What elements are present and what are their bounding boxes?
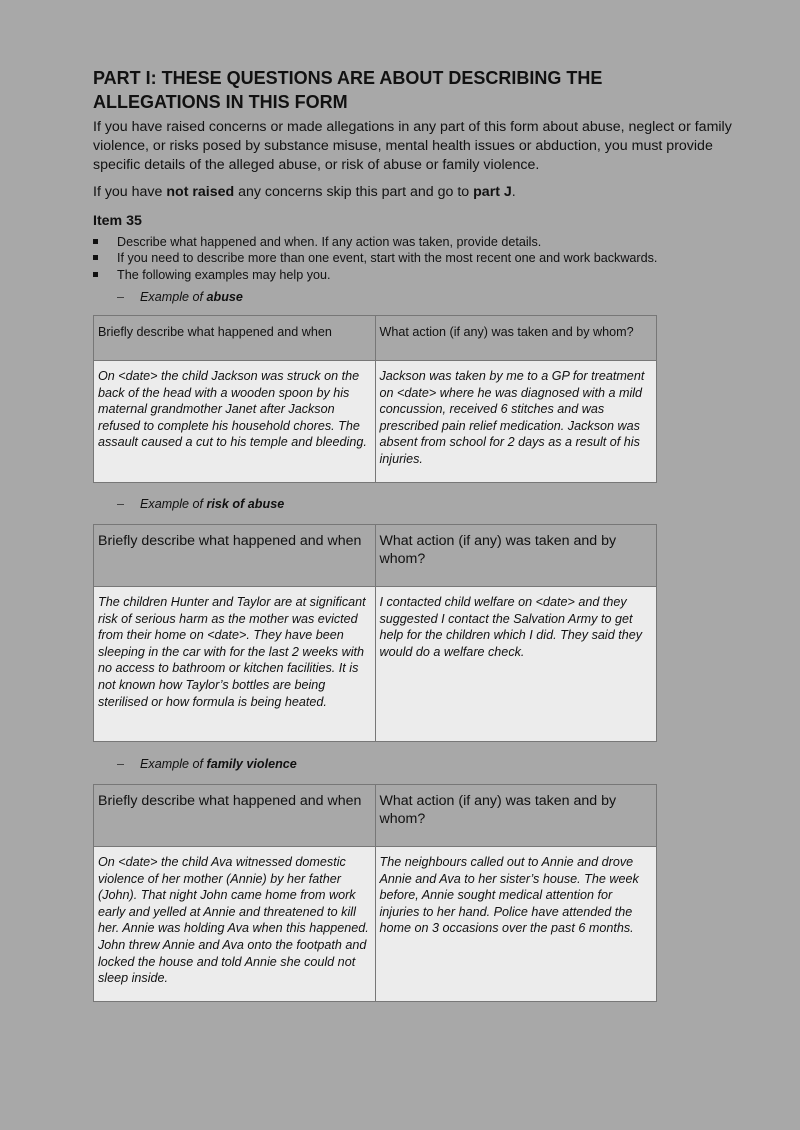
example-label-prefix: Example of — [140, 497, 207, 511]
cell-description: The children Hunter and Taylor are at significant risk of serious harm as the mother was evicted from their home on <date>. They have been sleeping in the car with for the last 2 weeks with no access to bathroom or kitchen facilities. It is not known how Taylor’s bottles are being sterilised or how formula is being heated. — [94, 587, 376, 742]
table-header-row — [94, 525, 657, 587]
cell-description: On <date> the child Ava witnessed domestic violence of her mother (Annie) by her father (John). That night John came home from work early and yelled at Annie and threatened to kill her. Annie was holding Ava when this happened. John threw Annie and Ava onto the footpath and locked the house and told Annie she could not sleep inside. — [94, 847, 376, 1002]
table-row — [94, 587, 657, 742]
skip-instruction — [93, 183, 733, 202]
skip-suffix: . — [511, 184, 516, 200]
example-label-prefix: Example of — [140, 757, 207, 771]
part-heading: PART I: THESE QUESTIONS ARE ABOUT DESCRIBING THE ALLEGATIONS IN THIS FORM — [93, 68, 603, 112]
column-header-action: What action (if any) was taken and by whom? — [375, 316, 657, 361]
cell-action: I contacted child welfare on <date> and they suggested I contact the Salvation Army to get help for the children which I did. They said they would do a welfare check. — [375, 587, 657, 742]
list-item — [93, 250, 743, 266]
table-header-row — [94, 785, 657, 847]
example-label-family-violence — [117, 757, 297, 771]
example-table-abuse — [93, 315, 657, 483]
example-table-family-violence — [93, 784, 657, 1002]
cell-action: Jackson was taken by me to a GP for treatment on <date> where he was diagnosed with a mild concussion, received 6 stitches and was prescribed pain relief medication. Jackson was absent from school for 2 days as a result of his injuries. — [375, 361, 657, 483]
example-label-term: family violence — [206, 757, 297, 771]
cell-action: The neighbours called out to Annie and drove Annie and Ava to her sister’s house. The week before, Annie sought medical attention for injuries to her hand. Police have attended the home on 3 occasions over the past 6 months. — [375, 847, 657, 1002]
dash-marker: – — [117, 290, 125, 304]
example-label-term: abuse — [206, 290, 243, 304]
table-row — [94, 847, 657, 1002]
example-table-risk-of-abuse — [93, 524, 657, 742]
table-header-row — [94, 316, 657, 361]
column-header-description: Briefly describe what happened and when — [94, 785, 376, 847]
skip-bold-not-raised: not raised — [166, 184, 235, 200]
column-header-action: What action (if any) was taken and by whom? — [375, 525, 657, 587]
dash-marker: – — [117, 757, 125, 771]
skip-prefix: If you have — [93, 184, 167, 200]
cell-description: On <date> the child Jackson was struck on the back of the head with a wooden spoon by his maternal grandmother Janet after Jackson refused to complete his household chores. The assault caused a cut to his temple and bleeding. — [94, 361, 376, 483]
list-item-text: If you need to describe more than one event, start with the most recent one and work backwards. — [117, 251, 658, 266]
skip-bold-part-j: part J — [473, 184, 512, 200]
skip-middle: any concerns skip this part and go to — [234, 184, 474, 200]
square-bullet-icon — [93, 255, 98, 260]
example-label-risk-of-abuse — [117, 497, 284, 511]
list-item — [93, 234, 743, 250]
list-item-text: The following examples may help you. — [117, 267, 331, 282]
dash-marker: – — [117, 497, 125, 511]
example-label-prefix: Example of — [140, 290, 207, 304]
instruction-list — [93, 234, 743, 283]
example-label-abuse — [117, 290, 243, 304]
column-header-action: What action (if any) was taken and by whom? — [375, 785, 657, 847]
column-header-description: Briefly describe what happened and when — [94, 316, 376, 361]
square-bullet-icon — [93, 272, 98, 277]
list-item — [93, 267, 743, 283]
column-header-description: Briefly describe what happened and when — [94, 525, 376, 587]
example-label-term: risk of abuse — [206, 497, 285, 511]
square-bullet-icon — [93, 239, 98, 244]
table-row — [94, 361, 657, 483]
list-item-text: Describe what happened and when. If any action was taken, provide details. — [117, 235, 542, 249]
item-title: Item 35 — [93, 213, 142, 229]
intro-paragraph: If you have raised concerns or made allegations in any part of this form about abuse, neglect or family violence, or risks posed by substance misuse, mental health issues or abduction, you must provide specific details of the alleged abuse, or risk of abuse or family violence. — [93, 119, 732, 173]
